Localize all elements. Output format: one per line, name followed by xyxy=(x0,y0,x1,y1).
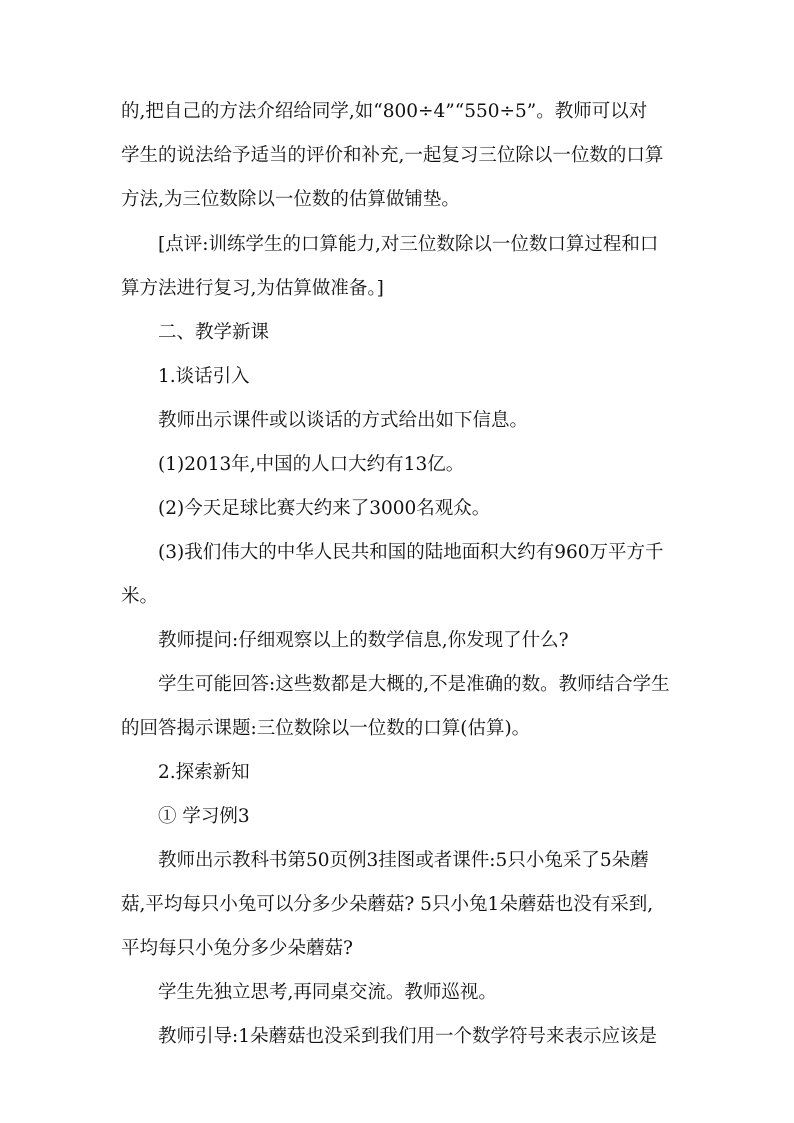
paragraph-line: 教师引导:1朵蘑菇也没采到我们用一个数学符号来表示应该是 xyxy=(158,1026,658,1047)
list-item: (3)我们伟大的中华人民共和国的陆地面积大约有960万平方千 xyxy=(158,542,664,563)
list-item: (2)今天足球比赛大约来了3000名观众。 xyxy=(158,498,491,519)
paragraph-line: 的,把自己的方法介绍给同学,如“800÷4”“550÷5”。教师可以对 xyxy=(121,101,648,122)
subsection-heading: 1.谈话引入 xyxy=(158,366,250,387)
subsection-heading: 2.探索新知 xyxy=(158,762,250,783)
paragraph-line: 的回答揭示课题:三位数除以一位数的口算(估算)。 xyxy=(121,718,531,739)
list-item: (1)2013年,中国的人口大约有13亿。 xyxy=(158,454,465,475)
paragraph-line: 教师提问:仔细观察以上的数学信息,你发现了什么? xyxy=(158,630,569,651)
example-heading: ① 学习例3 xyxy=(158,806,250,827)
section-heading: 二、教学新课 xyxy=(158,322,270,343)
comment-line: [点评:训练学生的口算能力,对三位数除以一位数口算过程和口 xyxy=(158,234,659,255)
paragraph-line: 菇,平均每只小兔可以分多少朵蘑菇? 5只小兔1朵蘑菇也没有采到, xyxy=(121,894,654,915)
paragraph-line: 教师出示教科书第50页例3挂图或者课件:5只小兔采了5朵蘑 xyxy=(158,850,649,871)
paragraph-line: 教师出示课件或以谈话的方式给出如下信息。 xyxy=(158,410,529,431)
paragraph-line: 学生可能回答:这些数都是大概的,不是准确的数。教师结合学生 xyxy=(158,674,670,695)
comment-line: 算方法进行复习,为估算做准备。] xyxy=(121,278,384,299)
paragraph-line: 学生的说法给予适当的评价和补充,一起复习三位除以一位数的口算 xyxy=(121,145,664,166)
paragraph-line: 学生先独立思考,再同桌交流。教师巡视。 xyxy=(158,982,497,1003)
paragraph-line: 平均每只小兔分多少朵蘑菇? xyxy=(121,938,353,959)
list-item: 米。 xyxy=(121,586,159,607)
paragraph-line: 方法,为三位数除以一位数的估算做铺垫。 xyxy=(121,189,460,210)
